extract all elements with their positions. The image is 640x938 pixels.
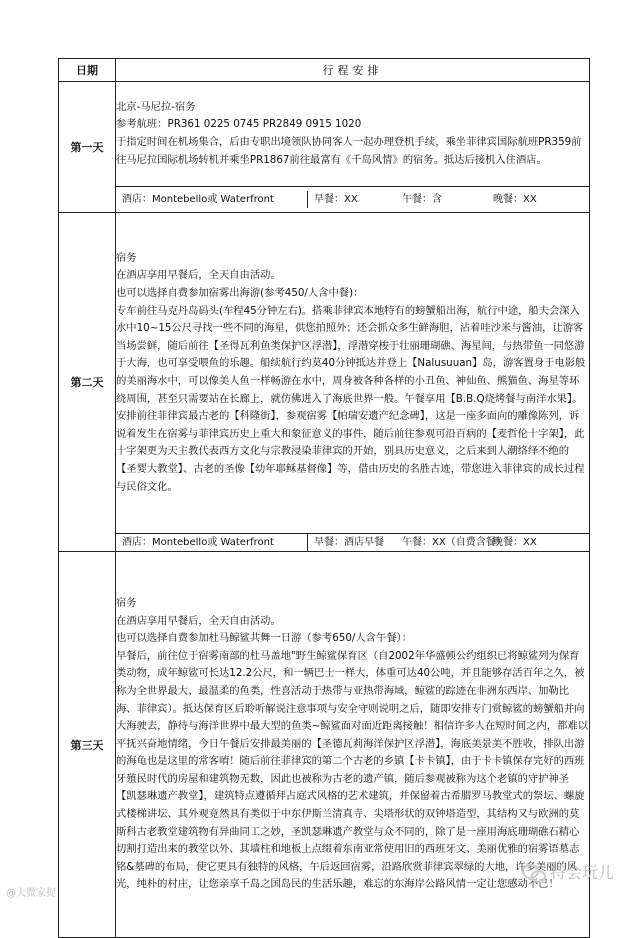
day-intro: 在酒店享用早餐后，全天自由活动。 bbox=[116, 614, 281, 627]
header-row bbox=[59, 59, 590, 82]
lunch-info: 午餐：含 bbox=[402, 194, 442, 205]
day-flight: 参考航班：PR361 0225 0745 PR2849 0915 1020 bbox=[116, 118, 362, 131]
day-optional-tour: 也可以选择自费参加杜马鲸鲨共舞一日游（参考650/人含午餐）： bbox=[116, 632, 412, 645]
breakfast-info: 早餐：酒店早餐 bbox=[314, 537, 384, 548]
day-route: 宿务 bbox=[116, 596, 137, 609]
day-route: 宿务 bbox=[116, 251, 137, 264]
hotel-info: 酒店：Montebello或 Waterfront bbox=[116, 534, 308, 551]
wechat-icon bbox=[522, 864, 544, 880]
meals-row bbox=[59, 534, 590, 552]
day-row bbox=[59, 82, 590, 187]
itinerary-table bbox=[58, 58, 590, 938]
day-intro: 在酒店享用早餐后，全天自由活动。 bbox=[116, 269, 281, 282]
day-route: 北京-马尼拉-宿务 bbox=[116, 100, 196, 113]
day-body bbox=[116, 552, 590, 938]
watermark-text: 特会玩儿 bbox=[549, 863, 614, 882]
day-body bbox=[116, 213, 590, 534]
day-row bbox=[59, 552, 590, 938]
header-schedule: 行程安排 bbox=[116, 59, 590, 82]
watermark-right bbox=[522, 860, 614, 883]
meals-row bbox=[59, 187, 590, 213]
day-label: 第二天 bbox=[59, 213, 116, 552]
day-label: 第三天 bbox=[59, 552, 116, 938]
lunch-info: 午餐：XX（自费含餐） bbox=[402, 537, 506, 548]
dinner-info: 晚餐：XX bbox=[493, 194, 537, 205]
meals-bar bbox=[116, 191, 589, 208]
day-description: 专车前往马克丹岛码头(车程45分钟左右)。搭乘菲律宾本地特有的螃蟹船出海，航行中途，船夫会深入水中10~15公尺寻找一些不同的海星，供您拍照外；还会抓众多生鲜海胆，沾着哇沙米与酱油，让游客当场尝鲜，随后前往【圣得瓦利鱼类保护区浮潜】，浮潜穿梭于壮丽珊瑚礁、海星间，与热带鱼一同悠游于大海，也可享受喂鱼的乐趣。船续航行约莫40分钟抵达并登上【Nalusuuan】岛，游客置身于电影般的美丽海水中，可以像美人鱼一样畅游在水中，周身被各种各样的小丑鱼、神仙鱼、熊猫鱼、海星等环绕周围，甚至只需要站在长廊上，就仿佛进入了海底世界一般。午餐享用【B.B.Q烧烤餐与南洋水果】。安排前往菲律宾最古老的【科隆街】，参观宿雾【帕瑞安遗产纪念碑】，这是一座多面向的雕像陈列，诉说着发生在宿雾与菲律宾历史上重大和象征意义的事件，随后前往参观可沿百病的【麦哲伦十字架】，此十字架更为天主教代表西方文化与宗教浸染菲律宾的开始，别具历史意义，之后来到人潮络绎不绝的【圣婴大教堂】、古老的圣像【幼年耶稣基督像】等，借由历史的名胜古迹，带您进入菲律宾的成长过程与民俗文化。 bbox=[116, 304, 586, 493]
day-description: 早餐后，前往位于宿雾南部的杜马盖地"野生鲸鲨保育区（自2002年华盛顿公约组织已将鲸鲨列为保育类动物，成年鲸鲨可长达12.2公尺，和一辆巴士一样大，体重可达40公吨，并且能够存活百年之久，被称为全世界最大、最温柔的鱼类，性喜活动于热带与亚热带海域，鲸鲨的踪迹在非洲东西岸、加勒比海、菲律宾）。抵达保育区后聆听解说注意事项与安全守则说明之后，随即安排专门赏鲸鲨的螃蟹船并向大海驶去，静待与海洋世界中最大型的鱼类~鲸鲨面对面近距离接触！相信许多人在短时间之内，都难以平抚兴奋地情绪，今日午餐后安排最美丽的【圣德瓦莉海洋保护区浮潜】，海底美景美不胜收，排队出游的海龟也是这里的常客唷！随后前往菲律宾的第二个古老的乡镇【卡卡镇】，由于卡卡镇保存完好的西班牙殖民时代的房屋和建筑物无数，因此也被称为古老的遗产镇，随后参观被称为这个老镇的守护神圣【凯瑟琳遗产教堂】，建筑特点遵循拜占庭式风格的艺术建筑，并保留着古希腊罗马教堂式的祭坛、螺旋式楼梯讲坛、其外观竟然具有类似于中东伊斯兰清真寺、尖塔形状的双钟塔造型，其结构又与欧洲的莫斯科古老教堂建筑物有异曲同工之妙，圣凯瑟琳遗产教堂与众不同的，除了是一座用海底珊瑚礁石精心切割打造出来的教堂以外、其墙柱和地板上点缀着东南亚常使用旧的西班牙文、美丽优雅的宿雾语墓志铭&墓碑的布局，使它更具有独特的风格，午后返回宿雾，沿路欣赏菲律宾翠绿的大地，许多美丽的风光，纯朴的村庄，让您亲享千岛之国岛民的生活乐趣，难忘的东海岸公路风情一定让您感动不已！ bbox=[116, 649, 588, 891]
hotel-info: 酒店：Montebello或 Waterfront bbox=[116, 191, 308, 208]
day-description: 于指定时间在机场集合，后由专职出境领队协同客人一起办理登机手续，乘坐菲律宾国际航班PR359前往马尼拉国际机场转机并乘坐PR1867前往最富有《千岛风情》的宿务。抵达后接机入住酒店。 bbox=[116, 136, 582, 166]
breakfast-info: 早餐：XX bbox=[314, 194, 358, 205]
day-optional-tour: 也可以选择自费参加宿雾出海游(参考450/人含中餐)： bbox=[116, 287, 364, 300]
header-date: 日期 bbox=[59, 59, 116, 82]
watermark-left: @大微家捉 bbox=[6, 888, 56, 899]
dinner-info: 晚餐：XX bbox=[493, 537, 537, 548]
day-label: 第一天 bbox=[59, 82, 116, 213]
day-body bbox=[116, 82, 590, 187]
meals-bar bbox=[116, 534, 589, 551]
day-row bbox=[59, 213, 590, 534]
